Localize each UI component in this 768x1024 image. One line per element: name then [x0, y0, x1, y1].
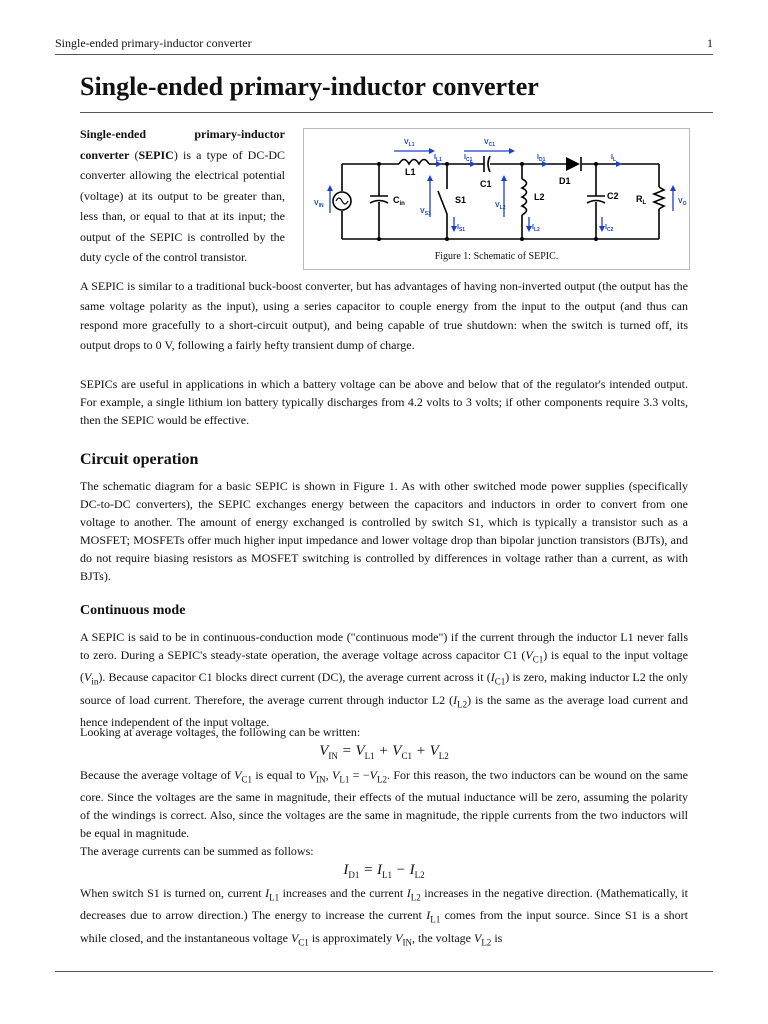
paragraph-4-text: A SEPIC is said to be in continuous-conduction mode ("continuous mode") if the current through the inductor L1 never falls to zero. During a SEPIC's steady-state operation, the average voltage across capacitor C1 $(V_{C1})$ is equal to the input voltage $(V_{in})$. Because capacitor C1 blocks direct current (DC), the average current across it $(I_{C1})$ is zero, making inductor L2 the only source of load current. Therefore, the average current through inductor L2 $(I_{L2})$ is the same as the average load current and hence independent of the input voltage.: [80, 630, 689, 730]
label-vl1: $V_{L1}$: [404, 139, 415, 148]
label-rl: $R_L$: [636, 194, 647, 206]
label-id1: $I_{D1}$: [537, 154, 546, 163]
label-il1: $I_{L1}$: [434, 154, 442, 163]
label-s1: S1: [455, 195, 467, 205]
paragraph-7-text: The average currents can be summed as follows:: [80, 844, 314, 858]
label-ic2: $I_{C2}$: [605, 224, 614, 233]
intro-paragraph: [80, 124, 285, 268]
paragraph-1: [80, 277, 688, 355]
label-il2: $I_{L2}$: [532, 224, 540, 233]
sepic-schematic: [304, 129, 689, 251]
label-vc1: $V_{C1}$: [484, 139, 496, 148]
intro-rest: ) is a type of DC-DC converter allowing the electrical potential (voltage) at its output to be greater than, less than, or equal to that at its input; the output of the SEPIC is controlled by the duty cycle of the control transistor.: [80, 147, 285, 264]
label-cin: $C_{in}$: [393, 195, 405, 207]
subsection-heading-continuous-mode: Continuous mode: [80, 603, 186, 618]
label-vl2: $V_{L2}$: [495, 202, 506, 211]
label-c1: C1: [480, 179, 492, 189]
label-vs1: $V_{S1}$: [420, 208, 431, 217]
paragraph-8-text: When switch S1 is turned on, current $I_{L1}$ increases and the current $I_{L2}$ increases in the negative direction. (Mathematically, it decreases due to arrow direction.) The energy to increase the current $I_{L1}$ comes from the input source. Since S1 is a short while closed, and the instantaneous voltage $V_{C1}$ is approximately $V_{IN}$, the voltage $V_{L2}$ is: [80, 886, 689, 948]
running-title: Single-ended primary-inductor converter: [55, 36, 252, 50]
label-is1: $I_{S1}$: [457, 224, 466, 233]
paragraph-7: [80, 842, 688, 860]
paragraph-5-text: Looking at average voltages, the following can be written:: [80, 725, 361, 739]
sepic-schematic-figure: [303, 128, 690, 270]
paragraph-3: [80, 477, 688, 585]
intro-lead-bold: Single-ended primary-inductor converter: [80, 127, 285, 162]
intro-paren: (: [129, 147, 139, 162]
paragraph-2: [80, 375, 688, 429]
title-divider: [80, 112, 713, 113]
equation-current-sum: $I_{D1} = I_{L1} - I_{L2}$: [343, 862, 425, 880]
paragraph-6-text: Because the average voltage of $V_{C1}$ is equal to $V_{IN}$, $V_{L1} = -V_{L2}$. For this reason, the two inductors can be wound on the same core. Since the voltages are the same in magnitude, their effects of the mutual inductance will be zero, assuming the polarity of the windings is correct. Also, since the voltages are the same in magnitude, the ripple currents from the two inductors will be equal in magnitude.: [80, 768, 689, 841]
paragraph-8: [80, 884, 688, 951]
paragraph-4: [80, 628, 688, 731]
label-ic1: $I_{C1}$: [464, 154, 473, 163]
equation-voltage-sum: $V_{IN} = V_{L1} + V_{C1} + V_{L2}$: [319, 743, 449, 761]
label-d1: D1: [559, 176, 571, 186]
section-heading-circuit-operation: Circuit operation: [80, 451, 199, 468]
label-vo: $V_O$: [678, 198, 687, 207]
figure-caption: Figure 1: Schematic of SEPIC.: [434, 251, 559, 262]
paragraph-5: [80, 723, 688, 741]
label-c2: C2: [607, 191, 619, 201]
page-title: Single-ended primary-inductor converter: [80, 72, 539, 101]
label-vin: $V_{IN}$: [314, 200, 324, 209]
page-number: 1: [707, 36, 713, 50]
paragraph-2-text: SEPICs are useful in applications in which a battery voltage can be above and below that of the regulator's intended output. For example, a single lithium ion battery typically discharges from 4.2 volts to 3 volts; if other components require 3.3 volts, then the SEPIC would be effective.: [80, 377, 688, 427]
label-l1: L1: [405, 167, 416, 177]
label-il: $I_L$: [611, 154, 617, 163]
paragraph-3-text: The schematic diagram for a basic SEPIC is shown in Figure 1. As with other switched mode power supplies (specifically DC-to-DC converters), the SEPIC exchanges energy between the capacitors and inductors in order to convert from one voltage to another. The amount of energy exchanged is controlled by switch S1, which is typically a transistor such as a MOSFET; MOSFETs offer much higher input impedance and lower voltage drop than bipolar junction transistors (BJTs), and do not require biasing resistors as MOSFET switching is controlled by differences in voltage rather than a current, as with BJTs).: [80, 479, 688, 583]
paragraph-1-text: A SEPIC is similar to a traditional buck-boost converter, but has advantages of having non-inverted output (the output has the same voltage polarity as the input), using a series capacitor to couple energy from the input to the output (and thus can respond more gracefully to a short-circuit output), and being capable of true shutdown: when the switch is turned off, its output drops to 0 V, following a fairly hefty transient dump of charge.: [80, 279, 688, 352]
running-header: [55, 36, 713, 55]
label-l2: L2: [534, 192, 545, 202]
intro-abbr: SEPIC: [138, 147, 174, 162]
footer-divider: [55, 971, 713, 972]
paragraph-6: [80, 766, 688, 842]
